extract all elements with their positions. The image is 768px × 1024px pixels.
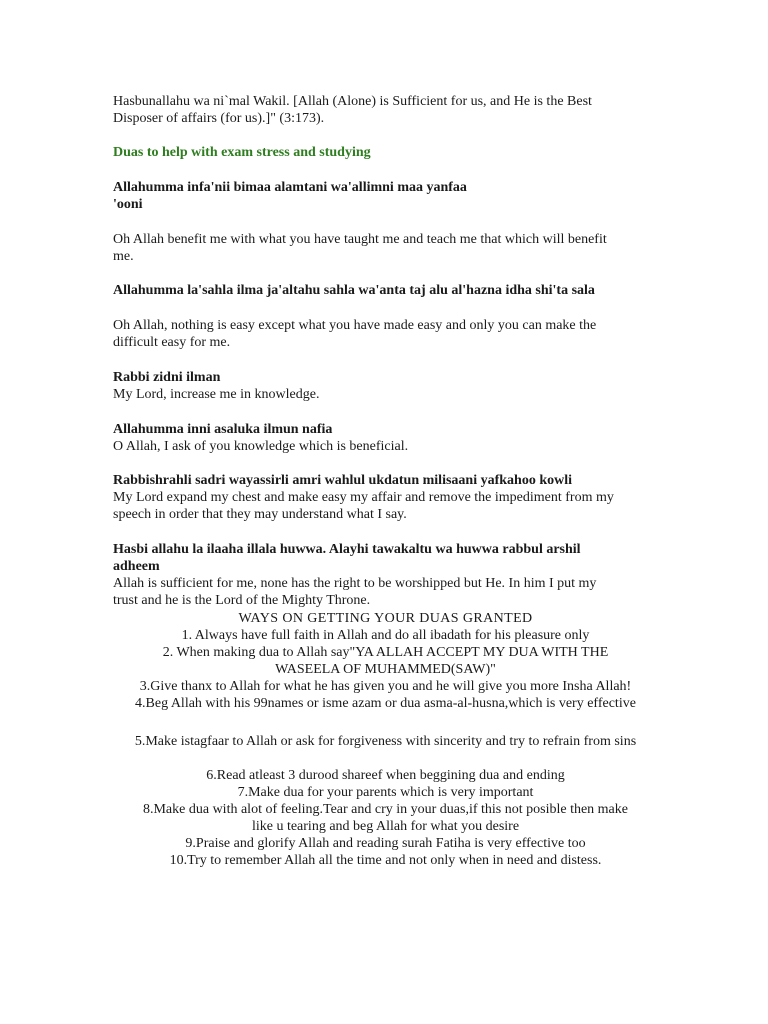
ways-item: WASEELA OF MUHAMMED(SAW)" xyxy=(275,662,496,677)
dua-entry xyxy=(113,421,658,455)
dua-transliteration-line: Rabbi zidni ilman xyxy=(113,370,221,385)
dua-transliteration-line: Rabbishrahli sadri wayassirli amri wahlul ukdatun milisaani yafkahoo kowli xyxy=(113,473,572,488)
ways-item: 9.Praise and glorify Allah and reading surah Fatiha is very effective too xyxy=(185,836,586,851)
intro-paragraph xyxy=(113,93,658,127)
dua-transliteration-line: 'ooni xyxy=(113,197,143,212)
dua-translation-line: My Lord expand my chest and make easy my affair and remove the impediment from my xyxy=(113,490,614,505)
ways-heading: WAYS ON GETTING YOUR DUAS GRANTED xyxy=(238,611,533,626)
dua-transliteration-line: Allahumma infa'nii bimaa alamtani wa'allimni maa yanfaa xyxy=(113,180,467,195)
dua-translation-line: speech in order that they may understand what I say. xyxy=(113,507,407,522)
ways-list xyxy=(113,767,658,869)
ways-item: like u tearing and beg Allah for what you desire xyxy=(251,819,520,834)
ways-item: 4.Beg Allah with his 99names or isme azam or dua asma-al-husna,which is very effective xyxy=(135,696,636,711)
dua-transliteration-line: Allahumma inni asaluka ilmun nafia xyxy=(113,422,333,437)
dua-entry xyxy=(113,369,658,403)
dua-translation-line: me. xyxy=(113,249,134,264)
dua-entry xyxy=(113,541,658,609)
ways-list xyxy=(113,733,658,750)
dua-translation-line: difficult easy for me. xyxy=(113,335,231,350)
ways-item: 1. Always have full faith in Allah and do all ibadath for his pleasure only xyxy=(181,628,590,643)
dua-transliteration xyxy=(113,282,658,299)
ways-item: 8.Make dua with alot of feeling.Tear and cry in your duas,if this not posible then make xyxy=(142,802,628,817)
dua-translation-line: Oh Allah, nothing is easy except what you have made easy and only you can make the xyxy=(113,318,597,333)
ways-item: 3.Give thanx to Allah for what he has given you and he will give you more Insha Allah! xyxy=(139,679,632,694)
dua-entry xyxy=(113,472,658,523)
dua-translation xyxy=(113,231,658,265)
dua-transliteration-line: Hasbi allahu la ilaaha illala huwwa. Alayhi tawakaltu wa huwwa rabbul arshil xyxy=(113,542,581,557)
dua-translation-line: O Allah, I ask of you knowledge which is beneficial. xyxy=(113,439,409,454)
dua-transliteration-line: adheem xyxy=(113,559,160,574)
ways-item: 5.Make istagfaar to Allah or ask for forgiveness with sincerity and try to refrain from sins xyxy=(134,734,637,749)
ways-item: 6.Read atleast 3 durood shareef when beggining dua and ending xyxy=(206,768,565,783)
ways-item: 10.Try to remember Allah all the time and not only when in need and distess. xyxy=(169,853,602,868)
dua-transliteration xyxy=(113,179,658,213)
dua-translation-line: My Lord, increase me in knowledge. xyxy=(113,387,320,402)
dua-translation-line: Allah is sufficient for me, none has the right to be worshipped but He. In him I put my xyxy=(113,576,597,591)
section-title: Duas to help with exam stress and studying xyxy=(113,145,371,160)
intro-line: Disposer of affairs (for us).]" (3:173). xyxy=(113,111,325,126)
dua-translation xyxy=(113,317,658,351)
ways-list xyxy=(113,627,658,712)
dua-translation-line: trust and he is the Lord of the Mighty Throne. xyxy=(113,593,371,608)
dua-transliteration-line: Allahumma la'sahla ilma ja'altahu sahla wa'anta taj alu al'hazna idha shi'ta sala xyxy=(113,283,595,298)
ways-item: 7.Make dua for your parents which is very important xyxy=(237,785,534,800)
intro-line: Hasbunallahu wa ni`mal Wakil. [Allah (Alone) is Sufficient for us, and He is the Best xyxy=(113,94,592,109)
ways-item: 2. When making dua to Allah say"YA ALLAH ACCEPT MY DUA WITH THE xyxy=(162,645,609,660)
dua-translation-line: Oh Allah benefit me with what you have taught me and teach me that which will benefit xyxy=(113,232,607,247)
